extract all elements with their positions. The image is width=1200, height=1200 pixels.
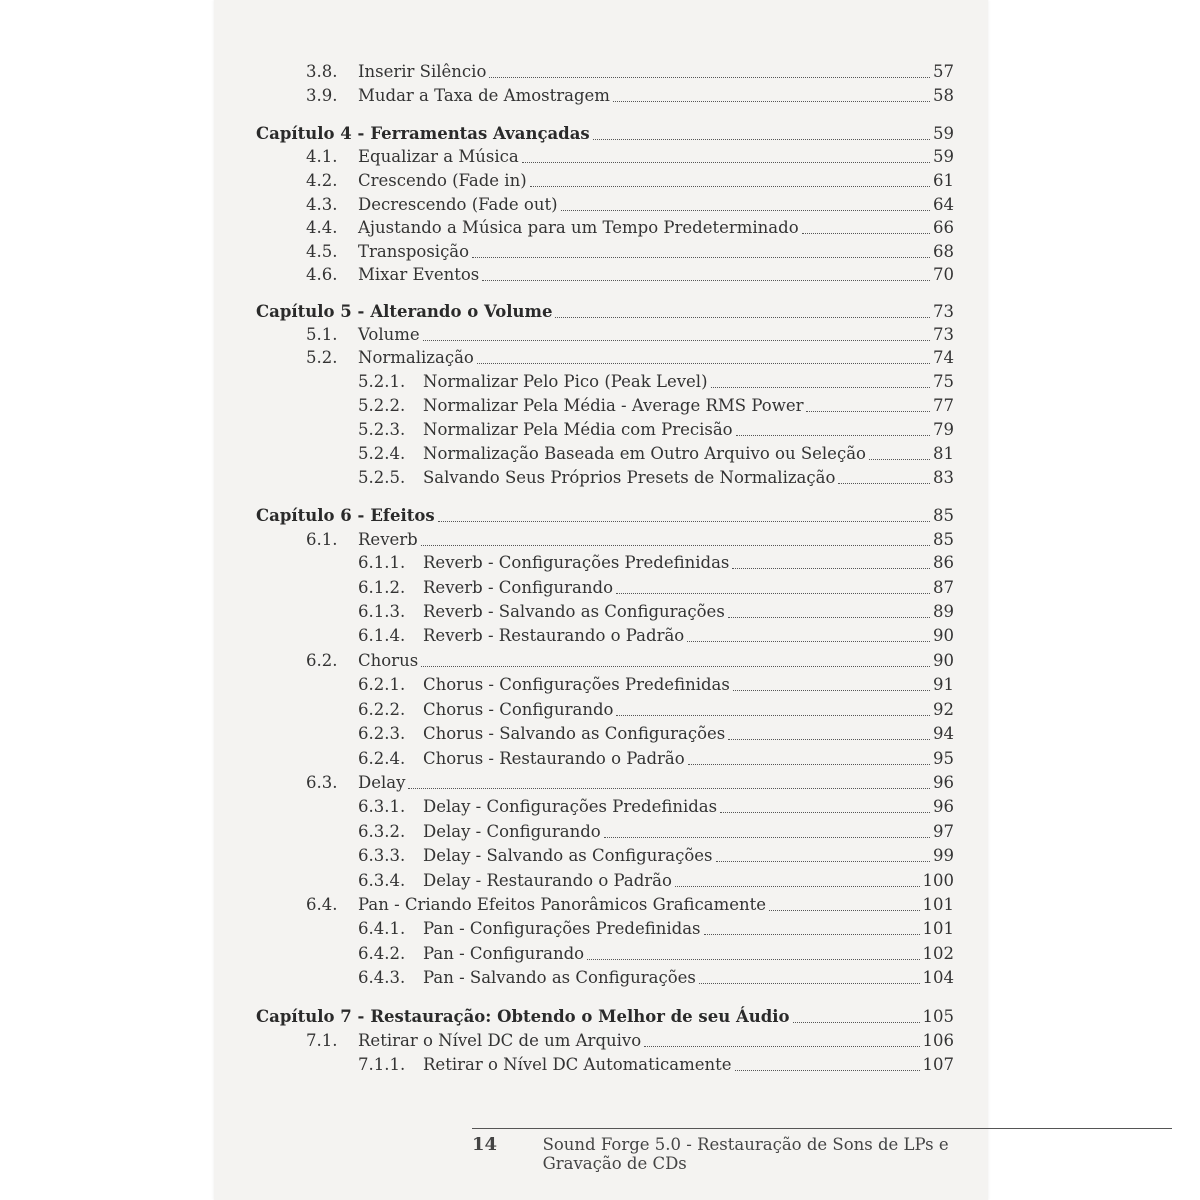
toc-section-entry [306, 772, 954, 794]
toc-entry-number: 5.2.5. [358, 468, 406, 487]
toc-section-entry [306, 85, 954, 107]
toc-entry-number: 5.2.1. [358, 372, 406, 391]
toc-entry-number: 6.4. [306, 895, 338, 914]
toc-entry-number: 6.3. [306, 773, 338, 792]
toc-entry-title: Crescendo (Fade in) [358, 171, 527, 190]
toc-entry-number: 3.8. [306, 62, 338, 81]
dot-leader [616, 592, 930, 594]
toc-entry-number: 6.1.4. [358, 626, 406, 645]
toc-subsection-entry [358, 443, 954, 465]
toc-chapter-entry [256, 301, 954, 323]
dot-leader [704, 933, 920, 935]
toc-entry-title: Retirar o Nível DC de um Arquivo [358, 1031, 642, 1050]
dot-leader [802, 232, 930, 234]
toc-entry-number: Capítulo 4 - [256, 124, 365, 143]
dot-leader [711, 386, 930, 388]
toc-entry-title: Transposição [358, 242, 470, 261]
toc-entry-title: Normalizar Pelo Pico (Peak Level) [423, 372, 708, 391]
toc-page-number: 79 [933, 420, 954, 439]
dot-leader [613, 100, 930, 102]
toc-page-number: 57 [933, 62, 954, 81]
toc-page-number: 95 [933, 749, 954, 768]
toc-page-number: 105 [922, 1007, 954, 1026]
dot-leader [482, 279, 930, 281]
toc-subsection-entry [358, 674, 954, 696]
toc-subsection-entry [358, 967, 954, 989]
toc-page-number: 96 [933, 797, 954, 816]
dot-leader [421, 544, 930, 546]
toc-subsection-entry [358, 796, 954, 818]
toc-entry-title: Equalizar a Música [358, 147, 519, 166]
toc-entry-number: 6.2.3. [358, 724, 406, 743]
toc-entry-number: 4.6. [306, 265, 338, 284]
toc-page-number: 81 [933, 444, 954, 463]
dot-leader [675, 885, 920, 887]
toc-page-number: 74 [933, 348, 954, 367]
toc-entry-title: Pan - Configurações Predefinidas [423, 919, 701, 938]
dot-leader [728, 738, 930, 740]
toc-section-entry [306, 170, 954, 192]
dot-leader [587, 958, 919, 960]
dot-leader [423, 339, 930, 341]
toc-entry-title: Normalizar Pela Média - Average RMS Power [423, 396, 804, 415]
toc-entry-number: 6.2.1. [358, 675, 406, 694]
toc-page-number: 77 [933, 396, 954, 415]
toc-page-number: 85 [933, 506, 954, 525]
dot-leader [716, 860, 931, 862]
toc-entry-number: 4.3. [306, 195, 338, 214]
toc-page-number: 101 [922, 919, 954, 938]
toc-section-entry [306, 217, 954, 239]
toc-subsection-entry [358, 577, 954, 599]
toc-entry-number: 5.2. [306, 348, 338, 367]
toc-page-number: 64 [933, 195, 954, 214]
dot-leader [604, 836, 930, 838]
toc-entry-title: Chorus [358, 651, 419, 670]
toc-page-number: 97 [933, 822, 954, 841]
toc-subsection-entry [358, 419, 954, 441]
toc-entry-title: Reverb - Salvando as Configurações [423, 602, 725, 621]
toc-entry-number: 6.2.4. [358, 749, 406, 768]
dot-leader [728, 616, 930, 618]
toc-subsection-entry [358, 821, 954, 843]
dot-leader [472, 256, 930, 258]
toc-page-number: 87 [933, 578, 954, 597]
toc-page-number: 73 [933, 302, 954, 321]
toc-entry-number: 6.1.1. [358, 553, 406, 572]
toc-entry-title: Delay [358, 773, 406, 792]
toc-page-number: 92 [933, 700, 954, 719]
toc-page-number: 89 [933, 602, 954, 621]
toc-subsection-entry [358, 723, 954, 745]
dot-leader [408, 787, 930, 789]
dot-leader [644, 1045, 919, 1047]
toc-entry-title: Efeitos [370, 506, 435, 525]
toc-entry-number: 3.9. [306, 86, 338, 105]
dot-leader [838, 482, 930, 484]
running-title: Sound Forge 5.0 - Restauração de Sons de LPs e Gravação de CDs [542, 1135, 949, 1173]
toc-subsection-entry [358, 601, 954, 623]
toc-entry-number: 6.1.2. [358, 578, 406, 597]
toc-entry-title: Normalização Baseada em Outro Arquivo ou Seleção [423, 444, 866, 463]
toc-section-entry [306, 241, 954, 263]
footer-divider [472, 1128, 1172, 1129]
toc-page-number: 107 [922, 1055, 954, 1074]
toc-page-number: 66 [933, 218, 954, 237]
toc-section-entry [306, 324, 954, 346]
dot-leader [732, 567, 930, 569]
toc-entry-number: 6.4.2. [358, 944, 406, 963]
dot-leader [869, 458, 930, 460]
dot-leader [806, 410, 930, 412]
toc-subsection-entry [358, 918, 954, 940]
page-number: 14 [472, 1134, 498, 1155]
toc-subsection-entry [358, 1054, 954, 1076]
toc-page-number: 99 [933, 846, 954, 865]
toc-page-number: 70 [933, 265, 954, 284]
toc-entry-number: Capítulo 7 - [256, 1007, 365, 1026]
dot-leader [561, 209, 930, 211]
dot-leader [687, 640, 930, 642]
toc-entry-title: Reverb - Configurando [423, 578, 614, 597]
dot-leader [793, 1021, 920, 1023]
toc-subsection-entry [358, 870, 954, 892]
toc-entry-title: Mixar Eventos [358, 265, 480, 284]
toc-subsection-entry [358, 625, 954, 647]
toc-page-number: 59 [933, 124, 954, 143]
toc-page-number: 73 [933, 325, 954, 344]
table-of-contents [214, 0, 988, 1200]
toc-entry-number: 4.4. [306, 218, 338, 237]
toc-entry-number: 6.3.3. [358, 846, 406, 865]
toc-chapter-entry [256, 123, 954, 145]
toc-entry-title: Delay - Configurando [423, 822, 601, 841]
toc-entry-number: 5.1. [306, 325, 338, 344]
toc-section-entry [306, 264, 954, 286]
toc-subsection-entry [358, 943, 954, 965]
dot-leader [477, 362, 930, 364]
toc-chapter-entry [256, 505, 954, 527]
toc-entry-title: Chorus - Restaurando o Padrão [423, 749, 685, 768]
toc-entry-title: Mudar a Taxa de Amostragem [358, 86, 610, 105]
toc-entry-number: 4.2. [306, 171, 338, 190]
dot-leader [489, 76, 930, 78]
toc-entry-number: 5.2.4. [358, 444, 406, 463]
dot-leader [555, 316, 930, 318]
toc-entry-number: 6.3.1. [358, 797, 406, 816]
dot-leader [699, 982, 920, 984]
toc-page-number: 96 [933, 773, 954, 792]
toc-page-number: 94 [933, 724, 954, 743]
dot-leader [769, 909, 919, 911]
toc-page-number: 58 [933, 86, 954, 105]
toc-page-number: 85 [933, 530, 954, 549]
toc-subsection-entry [358, 395, 954, 417]
toc-entry-title: Volume [358, 325, 420, 344]
toc-entry-number: 7.1. [306, 1031, 338, 1050]
dot-leader [522, 161, 930, 163]
toc-entry-number: 4.5. [306, 242, 338, 261]
toc-entry-title: Inserir Silêncio [358, 62, 487, 81]
toc-entry-number: 6.1.3. [358, 602, 406, 621]
toc-subsection-entry [358, 748, 954, 770]
toc-page-number: 83 [933, 468, 954, 487]
toc-entry-number: 6.3.4. [358, 871, 406, 890]
toc-entry-number: 5.2.3. [358, 420, 406, 439]
toc-entry-number: 6.3.2. [358, 822, 406, 841]
dot-leader [421, 665, 930, 667]
dot-leader [736, 434, 930, 436]
toc-entry-title: Reverb - Restaurando o Padrão [423, 626, 685, 645]
toc-entry-title: Chorus - Salvando as Configurações [423, 724, 726, 743]
toc-entry-title: Reverb - Configurações Predefinidas [423, 553, 730, 572]
toc-page-number: 86 [933, 553, 954, 572]
toc-entry-number: 6.1. [306, 530, 338, 549]
toc-entry-title: Ferramentas Avançadas [370, 124, 590, 143]
toc-section-entry [306, 347, 954, 369]
toc-chapter-entry [256, 1006, 954, 1028]
dot-leader [733, 689, 930, 691]
toc-subsection-entry [358, 845, 954, 867]
dot-leader [593, 138, 930, 140]
dot-leader [438, 520, 930, 522]
page-footer [472, 1134, 988, 1173]
toc-entry-title: Delay - Restaurando o Padrão [423, 871, 672, 890]
toc-page-number: 106 [922, 1031, 954, 1050]
toc-page-number: 100 [922, 871, 954, 890]
toc-page-number: 59 [933, 147, 954, 166]
toc-entry-title: Pan - Configurando [423, 944, 585, 963]
toc-entry-title: Pan - Criando Efeitos Panorâmicos Graficamente [358, 895, 767, 914]
toc-section-entry [306, 194, 954, 216]
toc-page-number: 68 [933, 242, 954, 261]
dot-leader [735, 1069, 920, 1071]
dot-leader [688, 763, 930, 765]
toc-subsection-entry [358, 552, 954, 574]
toc-entry-number: 6.4.3. [358, 968, 406, 987]
toc-section-entry [306, 894, 954, 916]
toc-page-number: 101 [922, 895, 954, 914]
toc-entry-title: Normalização [358, 348, 474, 367]
toc-entry-title: Reverb [358, 530, 418, 549]
toc-section-entry [306, 61, 954, 83]
toc-entry-number: 5.2.2. [358, 396, 406, 415]
toc-page-number: 91 [933, 675, 954, 694]
toc-entry-title: Ajustando a Música para um Tempo Predeterminado [358, 218, 799, 237]
toc-subsection-entry [358, 467, 954, 489]
toc-page-number: 90 [933, 626, 954, 645]
toc-entry-number: Capítulo 6 - [256, 506, 365, 525]
toc-section-entry [306, 1030, 954, 1052]
toc-page-number: 90 [933, 651, 954, 670]
toc-page-number: 75 [933, 372, 954, 391]
toc-entry-number: Capítulo 5 - [256, 302, 365, 321]
toc-section-entry [306, 146, 954, 168]
toc-page-number: 102 [922, 944, 954, 963]
toc-entry-number: 4.1. [306, 147, 338, 166]
toc-subsection-entry [358, 699, 954, 721]
toc-entry-title: Delay - Salvando as Configurações [423, 846, 713, 865]
dot-leader [616, 714, 930, 716]
toc-entry-title: Restauração: Obtendo o Melhor de seu Áudio [370, 1007, 790, 1026]
toc-subsection-entry [358, 371, 954, 393]
toc-entry-number: 7.1.1. [358, 1055, 406, 1074]
toc-entry-number: 6.2.2. [358, 700, 406, 719]
toc-entry-title: Chorus - Configurando [423, 700, 614, 719]
dot-leader [530, 185, 930, 187]
dot-leader [720, 811, 930, 813]
toc-section-entry [306, 650, 954, 672]
toc-entry-number: 6.4.1. [358, 919, 406, 938]
toc-section-entry [306, 529, 954, 551]
toc-entry-title: Chorus - Configurações Predefinidas [423, 675, 730, 694]
toc-page-number: 104 [922, 968, 954, 987]
toc-entry-title: Salvando Seus Próprios Presets de Normalização [423, 468, 836, 487]
toc-entry-number: 6.2. [306, 651, 338, 670]
toc-entry-title: Pan - Salvando as Configurações [423, 968, 696, 987]
toc-entry-title: Normalizar Pela Média com Precisão [423, 420, 733, 439]
toc-page-number: 61 [933, 171, 954, 190]
toc-entry-title: Decrescendo (Fade out) [358, 195, 558, 214]
toc-entry-title: Retirar o Nível DC Automaticamente [423, 1055, 732, 1074]
toc-entry-title: Alterando o Volume [370, 302, 553, 321]
book-page [214, 0, 988, 1200]
toc-entry-title: Delay - Configurações Predefinidas [423, 797, 718, 816]
